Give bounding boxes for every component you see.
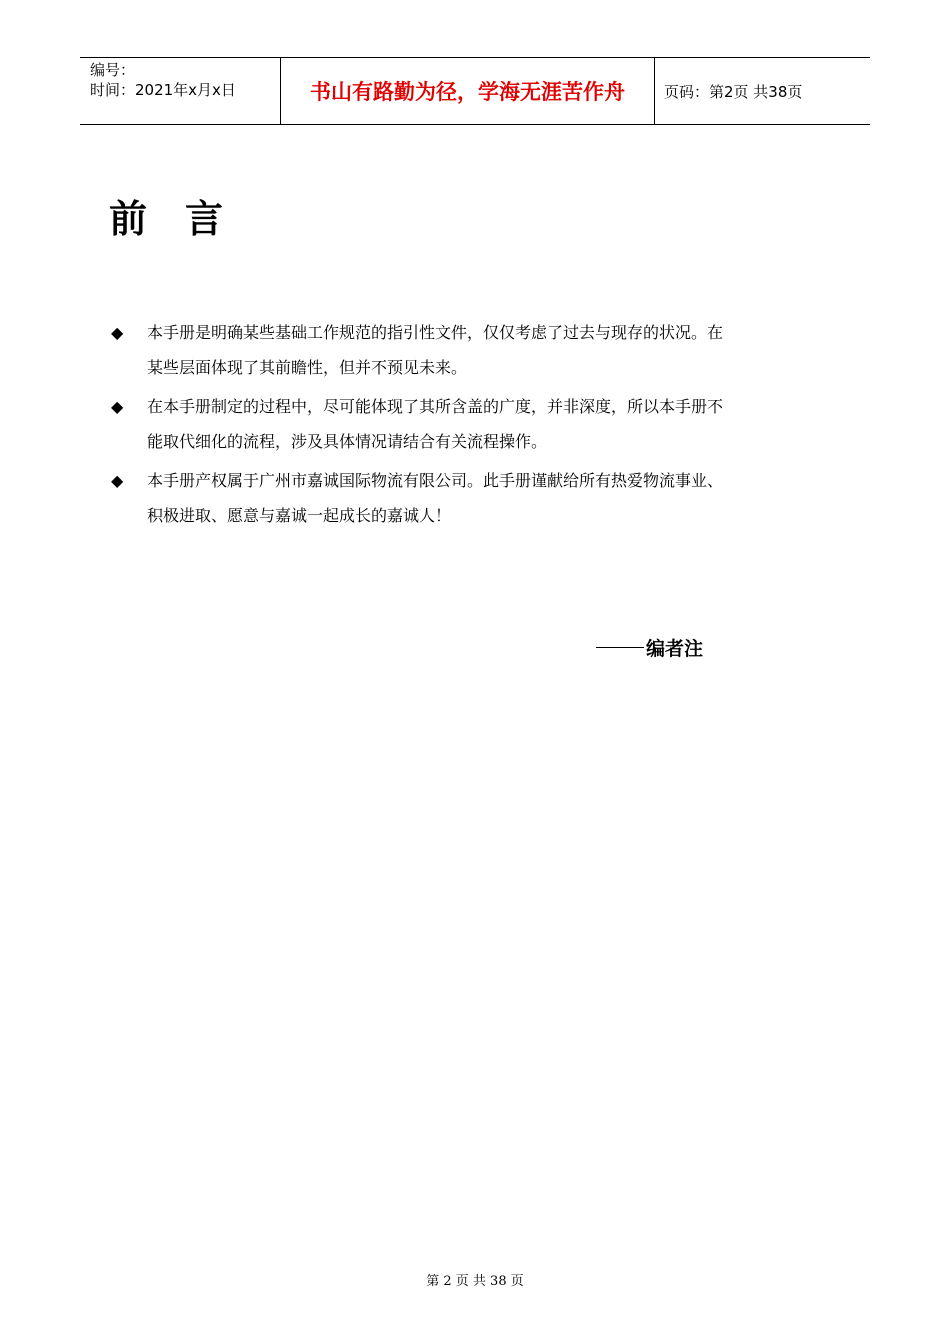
bullet-line: 积极进取、愿意与嘉诚一起成长的嘉诚人！: [147, 506, 452, 525]
bullet-line: 本手册产权属于广州市嘉诚国际物流有限公司。此手册谨献给所有热爱物流事业、: [147, 471, 724, 490]
preface-bullet-2: [111, 389, 851, 459]
document-date-label: 时间：2021年x月x日: [90, 81, 236, 99]
page-header: [80, 57, 870, 125]
bullet-line: 某些层面体现了其前瞻性，但并不预见未来。: [147, 358, 468, 377]
diamond-bullet-icon: ◆: [111, 471, 124, 490]
preface-bullet-1: [111, 315, 851, 385]
header-meta: [80, 58, 281, 124]
header-page-info: 页码：第2页 共38页: [664, 82, 803, 101]
bullet-line: 本手册是明确某些基础工作规范的指引性文件，仅仅考虑了过去与现存的状况。在: [147, 323, 724, 342]
diamond-bullet-icon: ◆: [111, 397, 124, 416]
title-char-1: 前: [109, 196, 148, 241]
document-number-label: 编号：: [90, 61, 136, 79]
editor-note-label: 编者注: [646, 638, 704, 660]
title-char-2: 言: [185, 196, 224, 241]
bullet-line: 在本手册制定的过程中，尽可能体现了其所含盖的广度，并非深度，所以本手册不: [147, 397, 724, 416]
editor-note: [596, 634, 703, 661]
page-footer: 第 2 页 共 38 页: [426, 1274, 524, 1289]
header-motto: 书山有路勤为径，学海无涯苦作舟: [281, 58, 655, 124]
em-dash-line: [596, 647, 644, 648]
page-title: [109, 188, 223, 243]
bullet-line: 能取代细化的流程，涉及具体情况请结合有关流程操作。: [147, 432, 548, 451]
preface-bullet-3: [111, 463, 851, 533]
diamond-bullet-icon: ◆: [111, 323, 124, 342]
